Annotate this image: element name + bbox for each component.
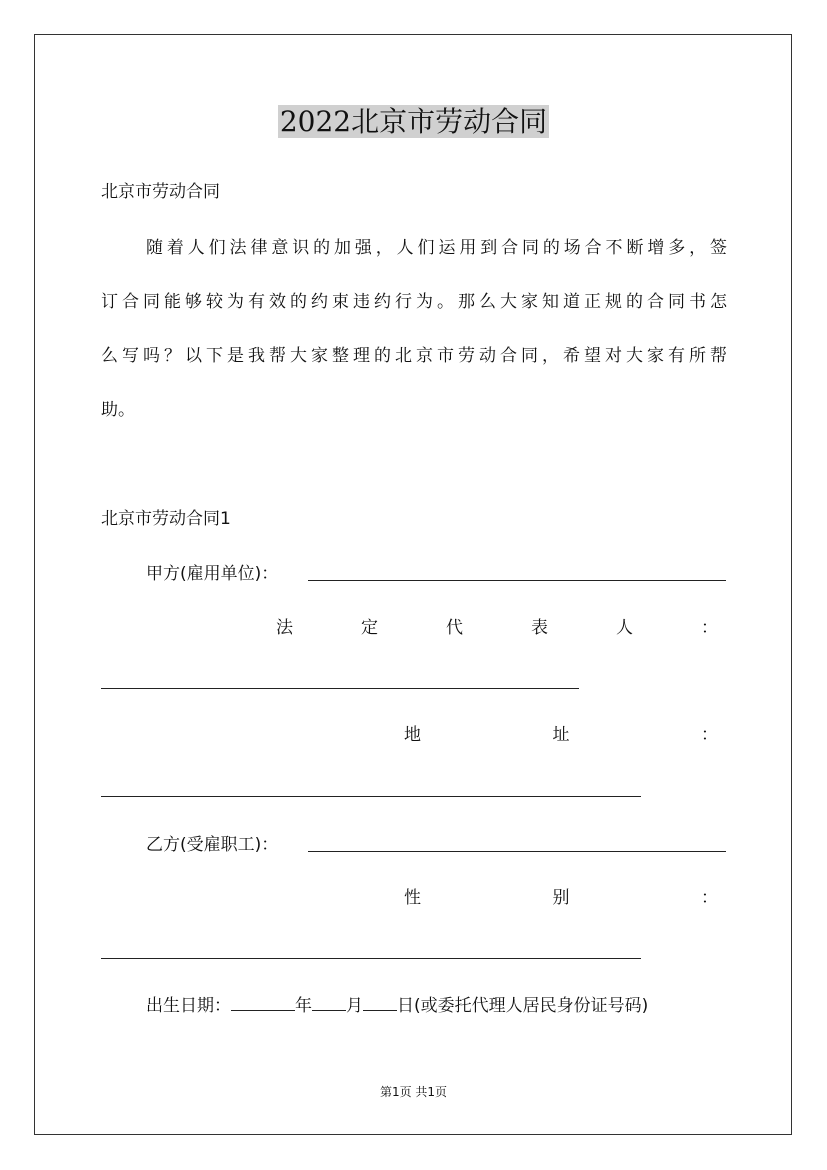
birth-year-blank[interactable] — [231, 996, 295, 1011]
address-char: 址 — [552, 725, 570, 745]
gender-char: 别 — [552, 888, 570, 908]
legal-rep-char: 法 — [276, 618, 293, 638]
intro-line-2: 订合同能够较为有效的约束违约行为。那么大家知道正规的合同书怎 — [101, 292, 727, 312]
legal-rep-char: 代 — [446, 618, 463, 638]
intro-line-3: 么写吗？以下是我帮大家整理的北京市劳动合同，希望对大家有所帮 — [101, 346, 727, 366]
birth-day-label: 日 — [397, 996, 414, 1016]
party-a-row — [146, 562, 727, 586]
address-row — [404, 723, 718, 747]
birth-id-note: (或委托代理人居民身份证号码) — [414, 996, 649, 1016]
birth-month-blank[interactable] — [312, 996, 346, 1011]
legal-rep-row — [276, 616, 718, 640]
birth-month-label: 月 — [346, 996, 363, 1016]
birth-year-label: 年 — [295, 996, 312, 1016]
birth-date-label: 出生日期： — [146, 996, 231, 1016]
address-blank[interactable] — [101, 796, 641, 797]
party-b-label: 乙方(受雇职工)： — [146, 835, 279, 855]
birth-date-row — [146, 994, 727, 1018]
legal-rep-char: 表 — [531, 618, 548, 638]
birth-day-blank[interactable] — [363, 996, 397, 1011]
intro-line-1: 随着人们法律意识的加强，人们运用到合同的场合不断增多，签 — [146, 238, 727, 258]
intro-heading: 北京市劳动合同 — [101, 182, 220, 202]
legal-rep-char: 人 — [616, 618, 633, 638]
page-footer: 第1页 共1页 — [379, 1085, 448, 1099]
party-a-label: 甲方(雇用单位)： — [146, 564, 279, 584]
gender-row — [404, 886, 718, 910]
intro-line-4: 助。 — [101, 400, 135, 420]
gender-blank[interactable] — [101, 958, 641, 959]
party-a-blank[interactable] — [308, 580, 726, 581]
party-b-blank[interactable] — [308, 851, 726, 852]
legal-rep-char: 定 — [361, 618, 378, 638]
document-title: 2022北京市劳动合同 — [279, 105, 548, 138]
contract-1-heading: 北京市劳动合同1 — [101, 509, 231, 529]
legal-rep-char: ： — [701, 618, 718, 638]
party-b-row — [146, 833, 727, 857]
address-char: 地 — [404, 725, 421, 745]
address-char: ： — [701, 725, 718, 745]
gender-char: ： — [701, 888, 718, 908]
gender-char: 性 — [404, 888, 421, 908]
legal-rep-blank[interactable] — [101, 688, 579, 689]
